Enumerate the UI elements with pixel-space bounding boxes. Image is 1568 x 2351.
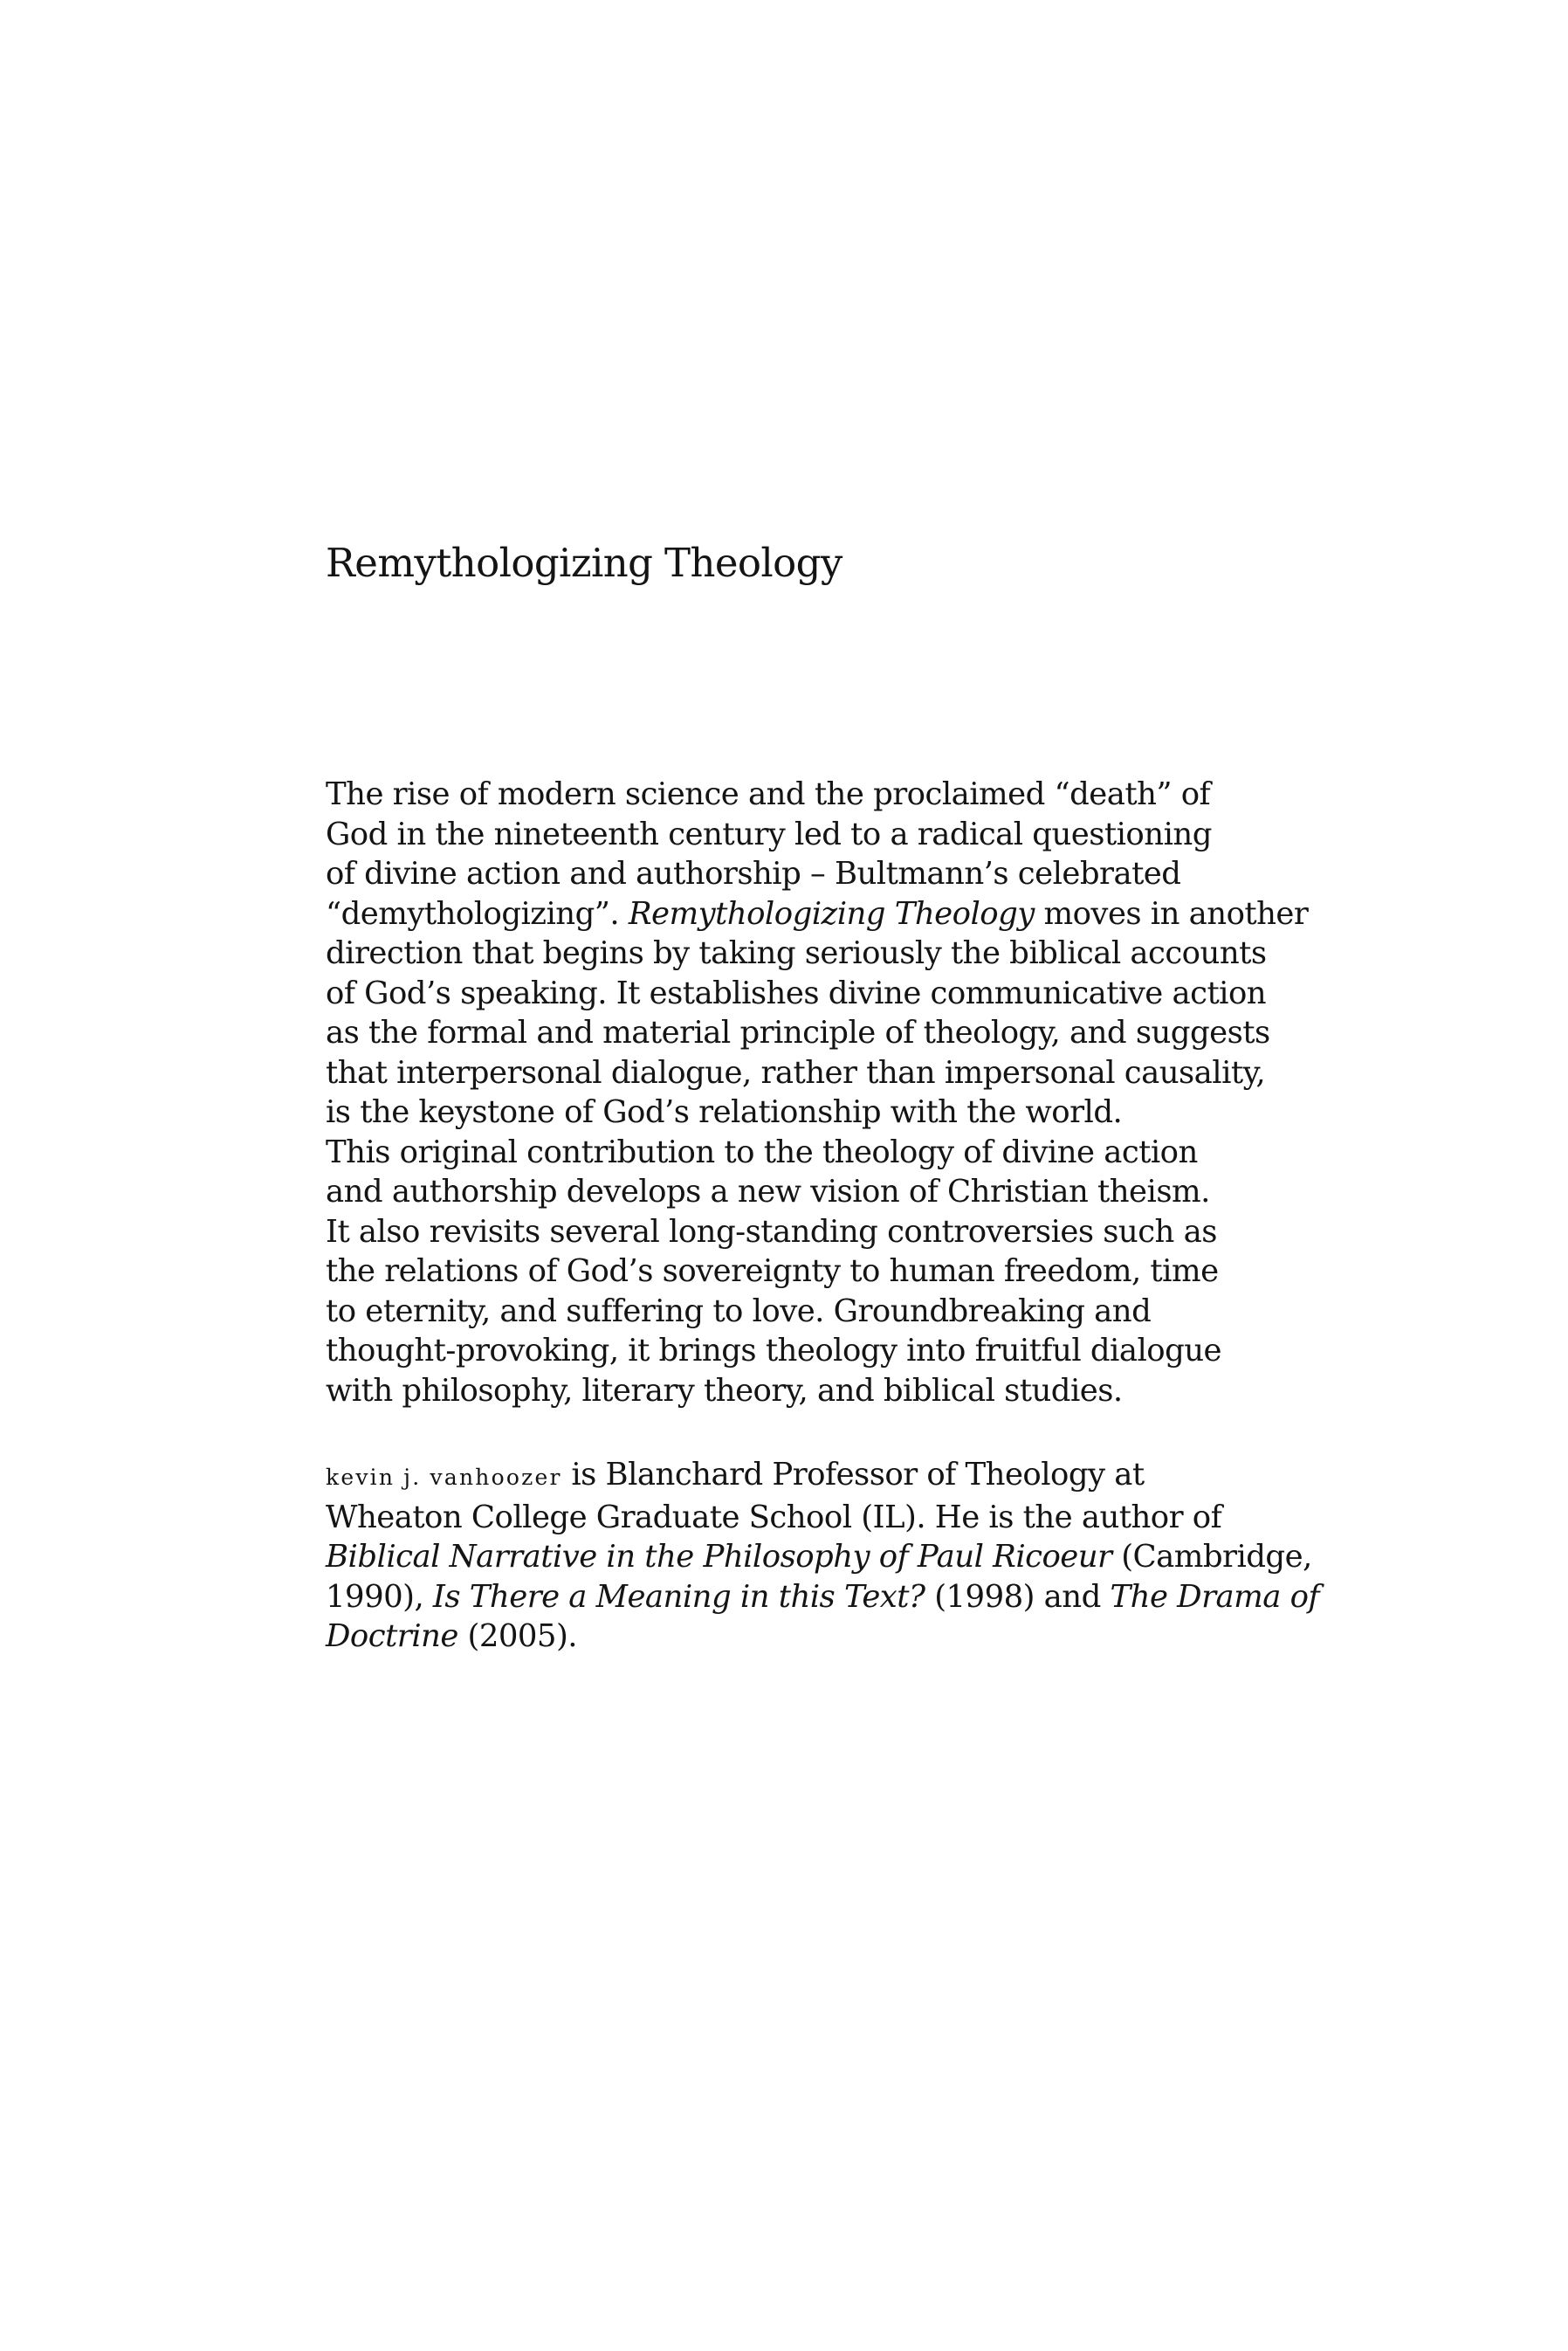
author-bio-text: (1998) and <box>925 1578 1111 1615</box>
book-title-italic: Biblical Narrative in the Philosophy of Paul Ricoeur <box>326 1539 1112 1575</box>
description-line: The rise of modern science and the proclaimed “death” of <box>326 776 1211 812</box>
author-bio-line <box>326 1455 1234 1498</box>
book-title-italic: Doctrine <box>326 1618 458 1654</box>
book-title-italic: The Drama of <box>1110 1578 1319 1615</box>
author-bio-text: is Blanchard Professor of Theology at <box>561 1457 1145 1493</box>
description-line: of divine action and authorship – Bultmann’s celebrated <box>326 856 1181 892</box>
book-title-italic: Remythologizing Theology <box>628 895 1035 932</box>
description-line: This original contribution to the theology of divine action <box>326 1134 1198 1170</box>
description-line: that interpersonal dialogue, rather than impersonal causality, <box>326 1054 1266 1091</box>
author-bio-line: Wheaton College Graduate School (IL). He is the author of <box>326 1499 1222 1535</box>
description-line: of God’s speaking. It establishes divine communicative action <box>326 975 1267 1011</box>
author-bio-text: 1990), <box>326 1578 433 1615</box>
description-line: to eternity, and suffering to love. Groundbreaking and <box>326 1293 1152 1329</box>
description-line: direction that begins by taking seriously the biblical accounts <box>326 935 1267 971</box>
description-line: It also revisits several long-standing controversies such as <box>326 1213 1217 1250</box>
author-bio-text: (2005). <box>457 1618 577 1654</box>
description-line <box>326 894 1309 934</box>
description-line: thought-provoking, it brings theology into fruitful dialogue <box>326 1333 1222 1369</box>
book-description <box>326 775 1309 1410</box>
description-line: as the formal and material principle of theology, and suggests <box>326 1015 1270 1051</box>
description-text: moves in another <box>1034 895 1309 932</box>
book-title: Remythologizing Theology <box>326 540 842 586</box>
author-bio-text: (Cambridge, <box>1111 1539 1312 1575</box>
book-title-italic: Is There a Meaning in this Text? <box>432 1578 925 1615</box>
author-bio-line <box>326 1537 1312 1577</box>
author-name: kevin j. vanhoozer <box>326 1465 562 1490</box>
description-line: and authorship develops a new vision of Christian theism. <box>326 1174 1210 1210</box>
description-line: God in the nineteenth century led to a radical questioning <box>326 816 1212 852</box>
author-bio-line <box>326 1617 1234 1657</box>
author-bio <box>326 1455 1319 1657</box>
description-line: with philosophy, literary theory, and biblical studies. <box>326 1372 1123 1409</box>
description-text: “demythologizing”. <box>326 895 629 932</box>
author-bio-line <box>326 1577 1319 1617</box>
description-line: is the keystone of God’s relationship with the world. <box>326 1094 1123 1130</box>
description-line: the relations of God’s sovereignty to human freedom, time <box>326 1253 1219 1289</box>
